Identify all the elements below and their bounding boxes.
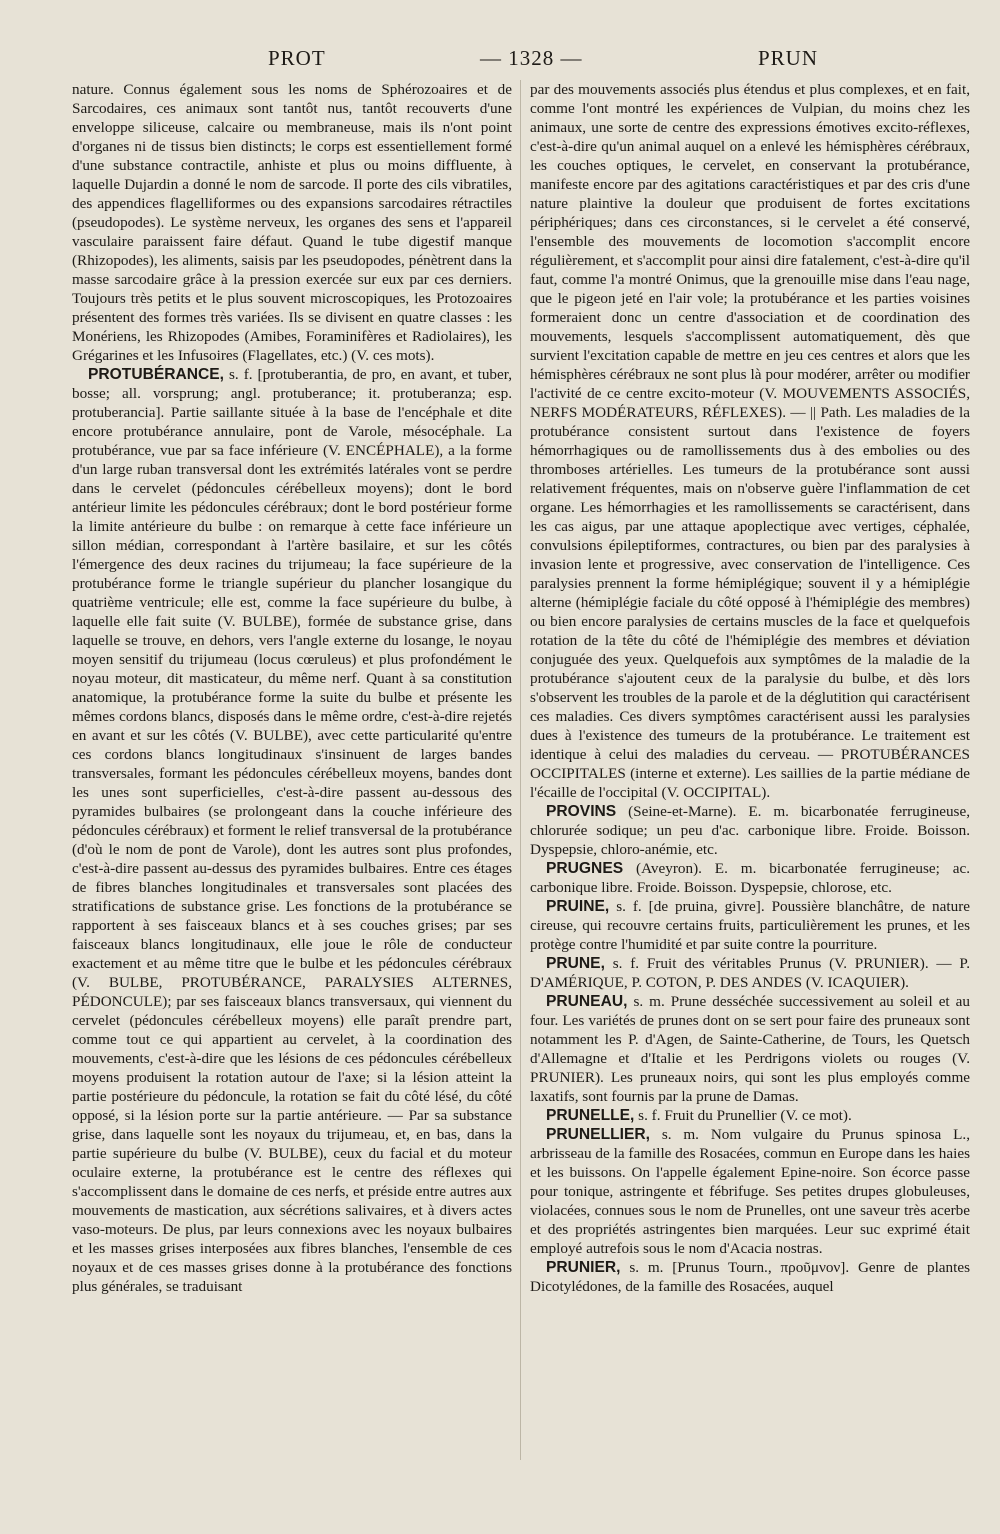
entry-prunier	[530, 1258, 970, 1296]
definition-pruneau: s. m. Prune desséchée successivement au soleil et au four. Les variétés de prunes dont on se sert pour faire des pruneaux sont notamment les P. d'Agen, de Sainte-Catherine, de Tours, les Quetsch d'Allemagne et d'Italie et les Perdrigons violets ou rouges (V. PRUNIER). Les pruneaux noirs, qui sont les plus employés comme laxatifs, sont fournis par la prune de Damas.	[530, 993, 970, 1105]
entry-prune	[530, 954, 970, 992]
headword-prune: PRUNE,	[546, 955, 605, 972]
headword-prugnes: PRUGNES	[546, 860, 624, 877]
entry-prunelle	[530, 1106, 970, 1125]
page-number: — 1328 —	[480, 46, 583, 70]
definition-prune: s. f. Fruit des véritables Prunus (V. PRUNIER). — P. D'AMÉRIQUE, P. COTON, P. DES ANDES (V. ICAQUIER).	[530, 955, 970, 991]
definition-prugnes: (Aveyron). E. m. bicarbonatée ferrugineuse; ac. carbonique libre. Froide. Boisson. Dyspepsie, chlorose, etc.	[530, 860, 970, 896]
definition-prunelle: s. f. Fruit du Prunellier (V. ce mot).	[634, 1107, 852, 1124]
headword-prunelle: PRUNELLE,	[546, 1107, 635, 1124]
definition-protuberance: s. f. [protuberantia, de pro, en avant, et tuber, bosse; all. vorsprung; angl. protuberance; it. protuberanza; esp. protuberancia]. Partie saillante située à la base de l'encéphale et dite encore protubérance annulaire, pont de Varole, mésocéphale. La protubérance, vue par sa face inférieure (V. ENCÉPHALE), a la forme d'un large ruban transversal dont les extrémités latérales vont se perdre dans le cervelet (pédoncules cérébelleux moyens); dont le bord antérieur limite les pédoncules cérébraux; dont le bord postérieur forme la limite antérieure du bulbe : on remarque à cette face inférieure un sillon médian, correspondant à l'artère basilaire, et sur les côtés l'émergence des deux racines du trijumeau; la face supérieure de la protubérance forme le triangle supérieur du plancher losangique du quatrième ventricule; elle est, comme la face supérieure du bulbe, à laquelle elle fait suite (V. BULBE), formée de substance grise, dans laquelle se trouve, en dehors, vers l'angle externe du losange, le noyau moyen sensitif du trijumeau (locus cœruleus) et plus profondément le noyau moteur, dit masticateur, du même nerf. Quant à sa constitution anatomique, la protubérance forme la suite du bulbe et présente les mêmes cordons blancs, disposés dans le même ordre, c'est-à-dire rejetés en avant et sur les côtés (V. BULBE), avec cette particularité qu'entre ces cordons blancs longitudinaux s'insinuent de larges bandes transversales, formant les pédoncules cérébelleux moyens, bandes dont les unes sont superficielles, c'est-à-dire passent au-dessous des pyramides bulbaires (se prolongeant dans la couche inférieure des pédoncules cérébraux) et forment le relief transversal de la protubérance (d'où le nom de pont de Varole), dont les autres sont plus profondes, c'est-à-dire passent au-dessus des pyramides bulbaires. Entre ces étages de fibres blanches longitudinales et transversales sont placées des stratifications de substance grise. Les fonctions de la protubérance se rapportent à ses faisceaux blancs et à ses couches grises; par ses faisceaux blancs longitudinaux, elle joue le rôle de conducteur exactement et au même titre que le bulbe et les pédoncules cérébraux (V. BULBE, PROTUBÉRANCE, PARALYSIES ALTERNES, PÉDONCULE); par ses faisceaux blancs transversaux, qui viennent du cervelet (pédoncules cérébelleux moyens) elle paraît prendre part, comme tout ce qui appartient au cervelet, à la coordination des mouvements, c'est-à-dire que les lésions de ces pédoncules cérébelleux moyens produisent la rotation autour de l'axe; si la lésion atteint la partie postérieure du pédoncule, la rotation se fait du côté lésé, du côté opposé, si la lésion porte sur la partie antérieure. — Par sa substance grise, dans laquelle sont les noyaux du trijumeau, et, en bas, dans la partie supérieure du bulbe (V. BULBE), ceux du facial et du moteur oculaire externe, la protubérance est le centre des réflexes qui s'accomplissent dans le domaine de ces nerfs, et préside entre autres aux mouvements de mastication, aux sécrétions salivaires, et à divers actes vaso-moteurs. De plus, par leurs connexions avec les noyaux bulbaires et les masses grises interposées aux fibres blanches, l'ensemble de ces noyaux et de ces masses grises donne à la protubérance des fonctions plus générales, se traduisant	[72, 366, 512, 1295]
headword-protuberance: PROTUBÉRANCE,	[88, 366, 225, 383]
running-header	[0, 38, 1000, 78]
entry-prugnes	[530, 859, 970, 897]
headword-prunier: PRUNIER,	[546, 1259, 621, 1276]
headword-provins: PROVINS	[546, 803, 617, 820]
headword-prunellier: PRUNELLIER,	[546, 1126, 650, 1143]
definition-prunellier: s. m. Nom vulgaire du Prunus spinosa L., arbrisseau de la famille des Rosacées, commun en Europe dans les haies et les buissons. On l'appelle également Epine-noire. Son écorce passe pour tonique, astringente et fébrifuge. Ses petites drupes globuleuses, violacées, connues sous le nom de Prunelles, ont une saveur très acerbe et des propriétés astringentes bien marquées. Leur suc exprimé était employé autrefois sous le nom d'Acacia nostras.	[530, 1126, 970, 1257]
entry-protuberance	[72, 365, 512, 1296]
right-column	[530, 80, 970, 1296]
entry-continuation-protuberance: par des mouvements associés plus étendus et plus complexes, et en fait, comme l'ont montré les expériences de Vulpian, du moins chez les animaux, une sorte de centre des expressions émotives excito-réflexes, c'est-à-dire qu'un animal auquel on a enlevé les hémisphères cérébraux, les couches optiques, le cervelet, en conservant la protubérance, manifeste encore par des agitations caractéristiques et par des cris d'une nature plaintive la douleur que produisent de fortes excitations périphériques; dans ces circonstances, si le cervelet a été conservé, l'ensemble des mouvements de locomotion s'accomplit encore régulièrement, et s'accomplit pour ainsi dire fatalement, c'est-à-dire qu'il faut, comme l'a montré Onimus, que la grenouille mise dans l'eau nage, que le pigeon jeté en l'air vole; la protubérance et les parties voisines formeraient donc un centre d'association et de coordination des mouvements, lesquels s'accomplissent automatiquement, dès que survient l'excitation capable de mettre en jeu ces centres et alors que les hémisphères cérébraux ne sont plus là pour modérer, arrêter ou modifier l'activité de ce centre excito-moteur (V. MOUVEMENTS ASSOCIÉS, NERFS MODÉRATEURS, RÉFLEXES). — || Path. Les maladies de la protubérance consistent surtout dans l'existence de foyers hémorrhagiques ou de ramollissements dus à des embolies ou des thromboses artérielles. Les tumeurs de la protubérance sont aussi relativement fréquentes, mais on n'observe guère l'inflammation de cet organe. Les hémorrhagies et les ramollissements se caractérisent, dans les cas aigus, par une attaque apoplectique avec vertiges, céphalée, convulsions épileptiformes, contractures, ou bien par des paralysies à invasion lente et progressive, avec conservation de l'intelligence. Ces paralysies prennent la forme hémiplégique; souvent il y a hémiplégie alterne (hémiplégie faciale du côté opposé à l'hémiplégie des membres) ou bien encore paralysies de certains muscles de la face et quelquefois rotation de la tête du côté de l'hémiplégie des membres et déviation conjuguée des yeux. Quelquefois aux symptômes de la maladie de la protubérance s'ajoutent ceux de la paralysie du bulbe, et dès lors s'observent les troubles de la parole et de la déglutition qui caractérisent ces maladies. Ces divers symptômes caractérisent aussi les paralysies dues à l'existence des tumeurs de la protubérance. Le traitement est identique à celui des maladies du cerveau. — PROTUBÉRANCES OCCIPITALES (interne et externe). Les saillies de la partie médiane de l'écaille de l'occipital (V. OCCIPITAL).	[530, 81, 970, 801]
entry-pruneau	[530, 992, 970, 1106]
definition-prunier: s. m. [Prunus Tourn., προῦμνον]. Genre de plantes Dicotylédones, de la famille des Rosacées, auquel	[530, 1259, 970, 1295]
definition-provins: (Seine-et-Marne). E. m. bicarbonatée ferrugineuse, chlorurée sodique; un peu d'ac. carbonique libre. Froide. Boisson. Dyspepsie, chloro-anémie, etc.	[530, 803, 970, 858]
entry-pruine	[530, 897, 970, 954]
header-right-guideword: PRUN	[758, 46, 819, 70]
headword-pruneau: PRUNEAU,	[546, 993, 628, 1010]
definition-pruine: s. f. [de pruina, givre]. Poussière blanchâtre, de nature cireuse, qui recouvre certains fruits, particulièrement les prunes, et les protège contre l'humidité et par suite contre la pourriture.	[530, 898, 970, 953]
headword-pruine: PRUINE,	[546, 898, 610, 915]
header-left-guideword: PROT	[268, 46, 326, 70]
entry-provins	[530, 802, 970, 859]
entry-continuation-nature: nature. Connus également sous les noms de Sphérozoaires et de Sarcodaires, ces animaux sont tantôt nus, tantôt recouverts d'une enveloppe siliceuse, calcaire ou membraneuse, mais ils n'ont point d'organes ni de tissus bien distincts; le corps est essentiellement formé d'une substance contractile, anhiste et plus ou moins diffluente, à laquelle Dujardin a donné le nom de sarcode. Il porte des cils vibratiles, des appendices flagelliformes ou des expansions sarcodaires rétractiles (pseudopodes). Le système nerveux, les organes des sens et l'appareil vasculaire paraissent faire défaut. Quand le tube digestif manque (Rhizopodes), les aliments, saisis par les pseudopodes, pénètrent dans la masse sarcodaire grâce à la pression exercée sur eux par ces derniers. Toujours très petits et le plus souvent microscopiques, les Protozoaires présentent des formes très variées. Ils se divisent en quatre classes : les Monériens, les Rhizopodes (Amibes, Foraminifères et Radiolaires), les Grégarines et les Infusoires (Flagellates, etc.) (V. ces mots).	[72, 81, 512, 364]
left-column	[72, 80, 512, 1296]
entry-prunellier	[530, 1125, 970, 1258]
column-divider	[520, 80, 521, 1460]
